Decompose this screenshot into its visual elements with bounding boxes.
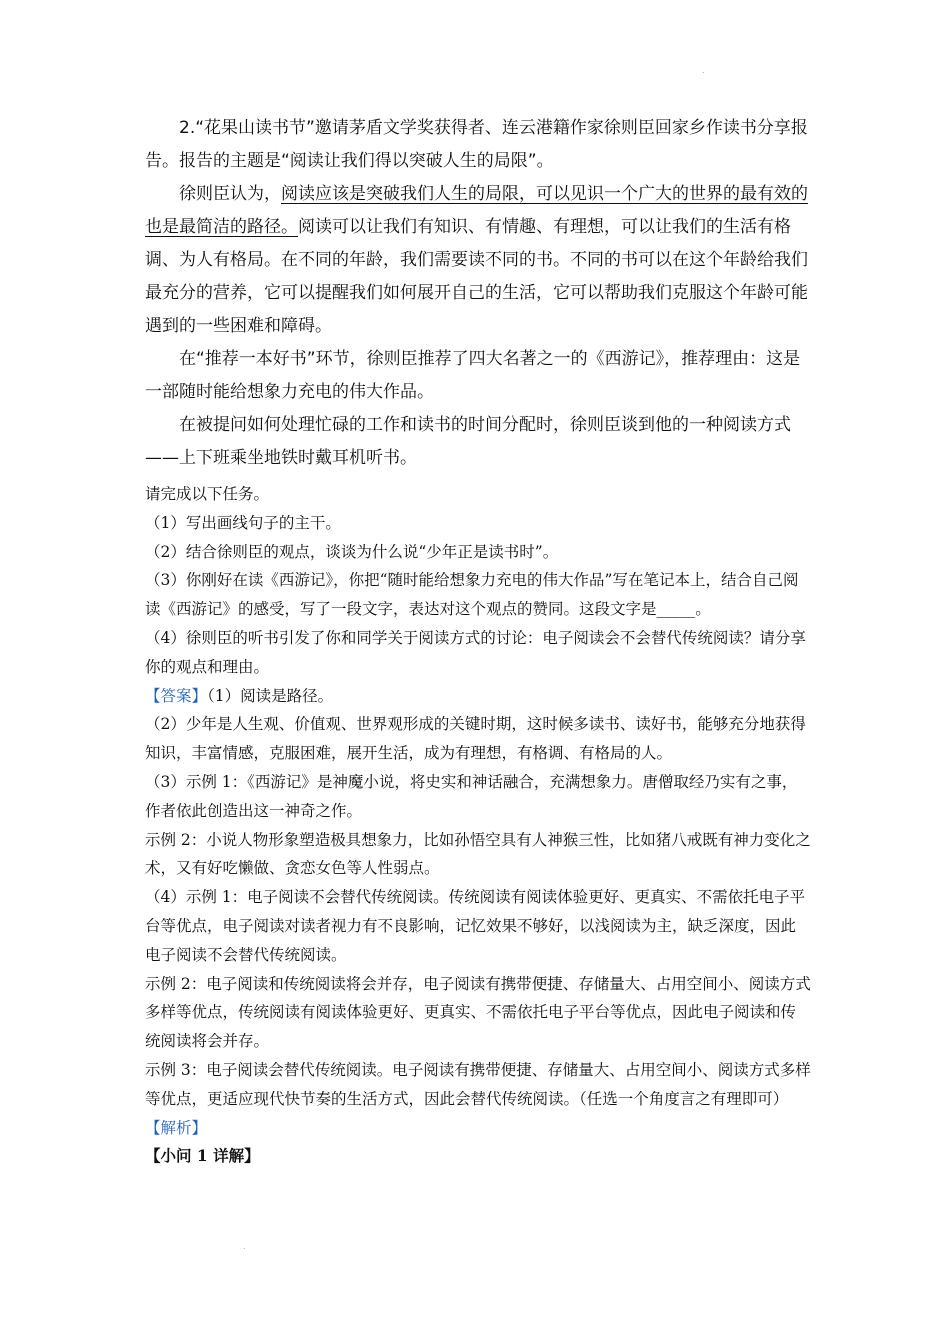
analysis-tag: 【解析】 — [145, 1118, 208, 1137]
answer-3-example-2: 示例 2：小说人物形象塑造极具想象力，比如孙悟空具有人神猴三性，比如猪八戒既有神力变化之术，又有好吃懒做、贪恋女色等人性弱点。 — [145, 830, 811, 878]
sub-question-1-heading: 【小问 1 详解】 — [145, 1146, 260, 1166]
question-2: （2）结合徐则臣的观点，谈谈为什么说“少年正是读书时”。 — [145, 542, 559, 561]
questions-and-answers — [145, 480, 811, 1171]
answer-4-example-2: 示例 2：电子阅读和传统阅读将会并存，电子阅读有携带便捷、存储量大、占用空间小、阅读方式多样等优点，传统阅读有阅读体验更好、更真实、不需依托电子平台等优点，因此电子阅读和传统阅读将会并存。 — [145, 974, 811, 1051]
answer-4-example-1: （4）示例 1：电子阅读不会替代传统阅读。传统阅读有阅读体验更好、更真实、不需依托电子平台等优点，电子阅读对读者视力有不良影响，记忆效果不够好，以浅阅读为主，缺乏深度，因此电子阅读不会替代传统阅读。 — [145, 888, 806, 964]
passage-paragraph-4: 在被提问如何处理忙碌的工作和读书的时间分配时，徐则臣谈到他的一种阅读方式——上下班乘坐地铁时戴耳机听书。 — [145, 415, 791, 468]
question-4: （4）徐则臣的听书引发了你和同学关于阅读方式的讨论：电子阅读会不会替代传统阅读？请分享你的观点和理由。 — [145, 628, 806, 676]
answer-tag: 【答案】 — [145, 686, 208, 705]
reading-passage — [145, 112, 811, 475]
question-3: （3）你刚好在读《西游记》，你把“随时能给想象力充电的伟大作品”写在笔记本上，结合自己阅读《西游记》的感受，写了一段文字，表达对这个观点的赞同。这段文字是_____。 — [145, 571, 799, 619]
passage-paragraph-1: 2.“花果山读书节”邀请茅盾文学奖获得者、连云港籍作家徐则臣回家乡作读书分享报告。报告的主题是“阅读让我们得以突破人生的局限”。 — [145, 118, 808, 171]
answer-1-text: （1）阅读是路径。 — [207, 686, 334, 705]
task-intro: 请完成以下任务。 — [145, 485, 270, 503]
passage-paragraph-2 — [145, 178, 811, 343]
passage-p2-lead: 徐则臣认为， — [179, 184, 281, 204]
passage-p2-rest: 阅读可以让我们有知识、有情趣、有理想，可以让我们的生活有格调、为人有格局。在不同的年龄，我们需要读不同的书。不同的书可以在这个年龄给我们最充分的营养，它可以提醒我们如何展开自己的生活，它可以帮助我们克服这个年龄可能遇到的一些困难和障碍。 — [145, 217, 808, 336]
answer-3-example-1: （3）示例 1：《西游记》是神魔小说，将史实和神话融合，充满想象力。唐僧取经乃实有之事，作者依此创造出这一神奇之作。 — [145, 772, 798, 820]
passage-paragraph-3: 在“推荐一本好书”环节，徐则臣推荐了四大名著之一的《西游记》，推荐理由：这是一部随时能给想象力充电的伟大作品。 — [145, 349, 801, 402]
footer-mark: . — [243, 1242, 246, 1251]
underlined-sentence: 阅读应该是突破我们人生的局限，可以见识一个广大的世界的最有效的也是最简洁的路径。 — [145, 184, 808, 237]
header-mark: . — [702, 66, 705, 75]
answer-1 — [145, 682, 811, 711]
analysis-heading — [145, 1114, 811, 1143]
answer-2: （2）少年是人生观、价值观、世界观形成的关键时期，这时候多读书、读好书，能够充分地获得知识，丰富情感，克服困难，展开生活，成为有理想，有格调、有格局的人。 — [145, 715, 806, 763]
answer-4-example-3: 示例 3：电子阅读会替代传统阅读。电子阅读有携带便捷、存储量大、占用空间小、阅读方式多样等优点，更适应现代快节奏的生活方式，因此会替代传统阅读。（任选一个角度言之有理即可） — [145, 1060, 811, 1108]
question-1: （1）写出画线句子的主干。 — [145, 513, 341, 532]
